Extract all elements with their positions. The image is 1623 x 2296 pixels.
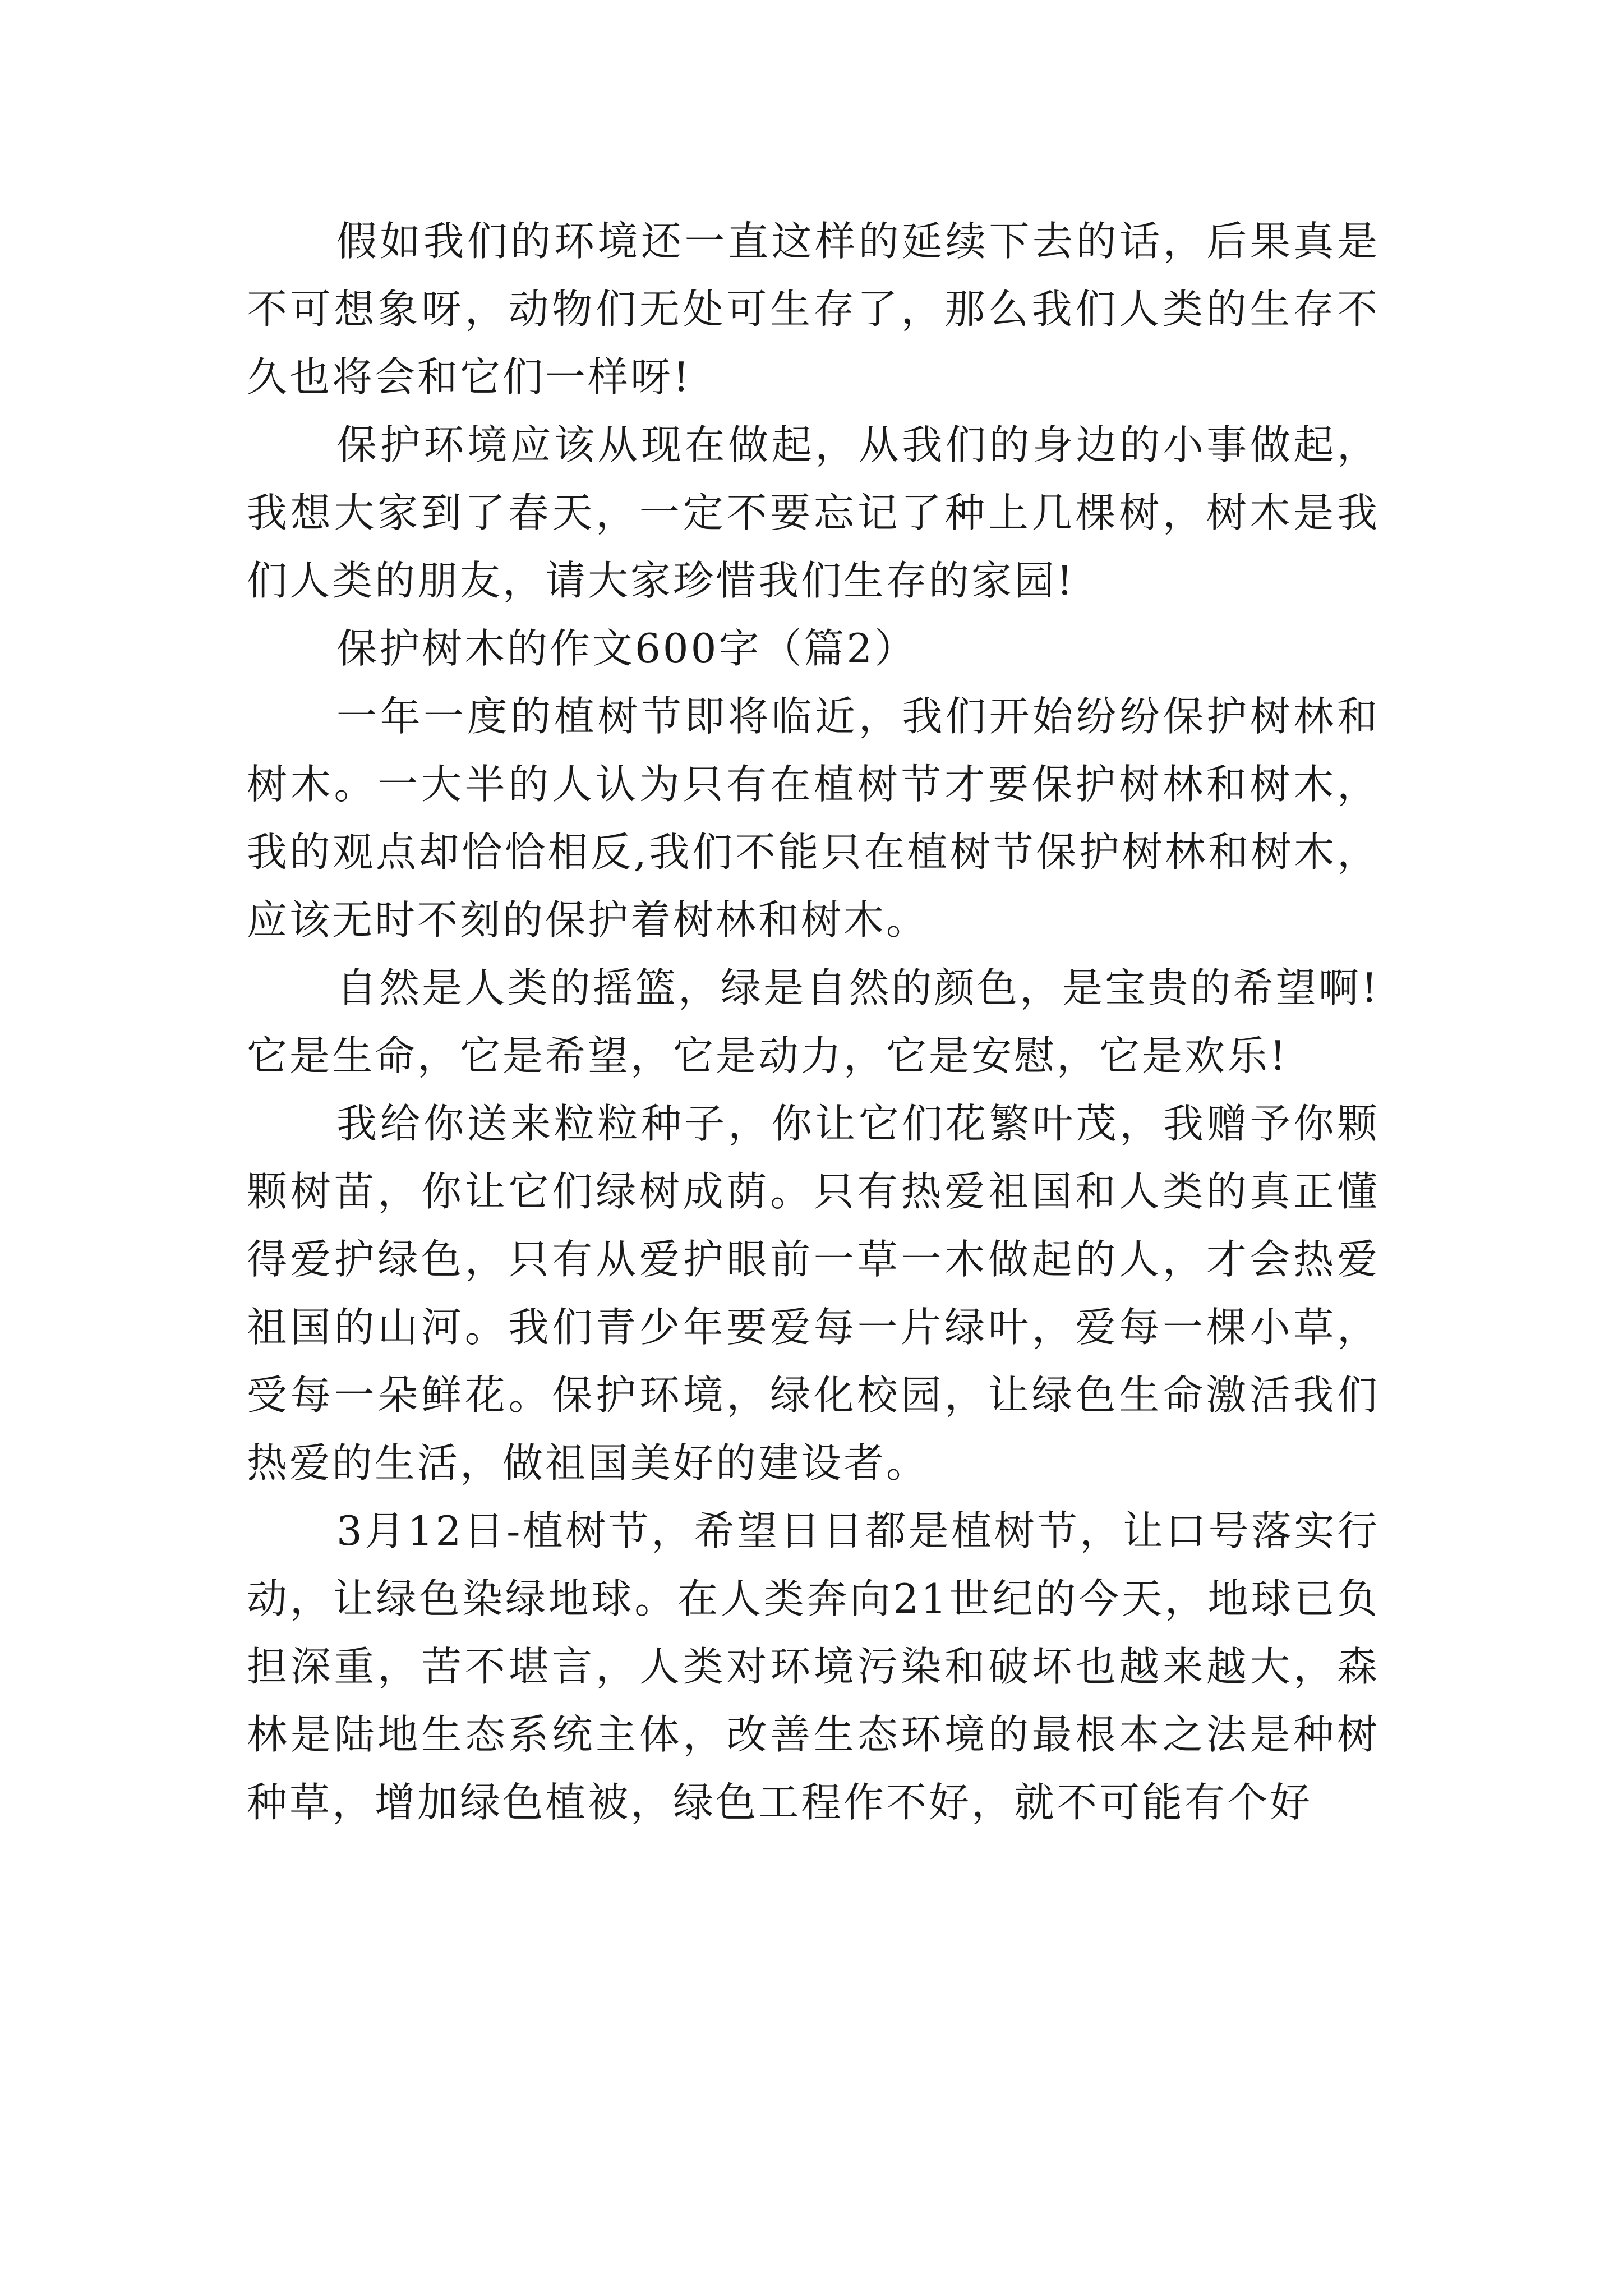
paragraph: 我给你送来粒粒种子，你让它们花繁叶茂，我赠予你颗颗树苗，你让它们绿树成荫。只有热爱祖国和人类的真正懂得爱护绿色，只有从爱护眼前一草一木做起的人，才会热爱祖国的山河。我们青少年要爱每一片绿叶，爱每一棵小草，受每一朵鲜花。保护环境，绿化校园，让绿色生命激活我们热爱的生活，做祖国美好的建设者。 (247, 1100, 1380, 1487)
paragraph: 假如我们的环境还一直这样的延续下去的话，后果真是不可想象呀，动物们无处可生存了，那么我们人类的生存不久也将会和它们一样呀! (247, 218, 1380, 401)
paragraph: 3月12日-植树节，希望日日都是植树节，让口号落实行动，让绿色染绿地球。在人类奔向21世纪的今天，地球已负担深重，苦不堪言，人类对环境污染和破坏也越来越大，森林是陆地生态系统主体，改善生态环境的最根本之法是种树种草，增加绿色植被，绿色工程作不好，就不可能有个好 (247, 1507, 1380, 1826)
paragraph: 自然是人类的摇篮，绿是自然的颜色，是宝贵的希望啊!它是生命，它是希望，它是动力，它是安慰，它是欢乐! (247, 964, 1380, 1079)
section-heading: 保护树木的作文600字（篇2） (336, 625, 917, 672)
paragraph: 一年一度的植树节即将临近，我们开始纷纷保护树林和树木。一大半的人认为只有在植树节才要保护树林和树木，我的观点却恰恰相反,我们不能只在植树节保护树林和树木，应该无时不刻的保护着树林和树木。 (247, 693, 1380, 944)
paragraph: 保护环境应该从现在做起，从我们的身边的小事做起，我想大家到了春天，一定不要忘记了种上几棵树，树木是我们人类的朋友，请大家珍惜我们生存的家园! (247, 421, 1380, 604)
document-body (247, 208, 1380, 1837)
